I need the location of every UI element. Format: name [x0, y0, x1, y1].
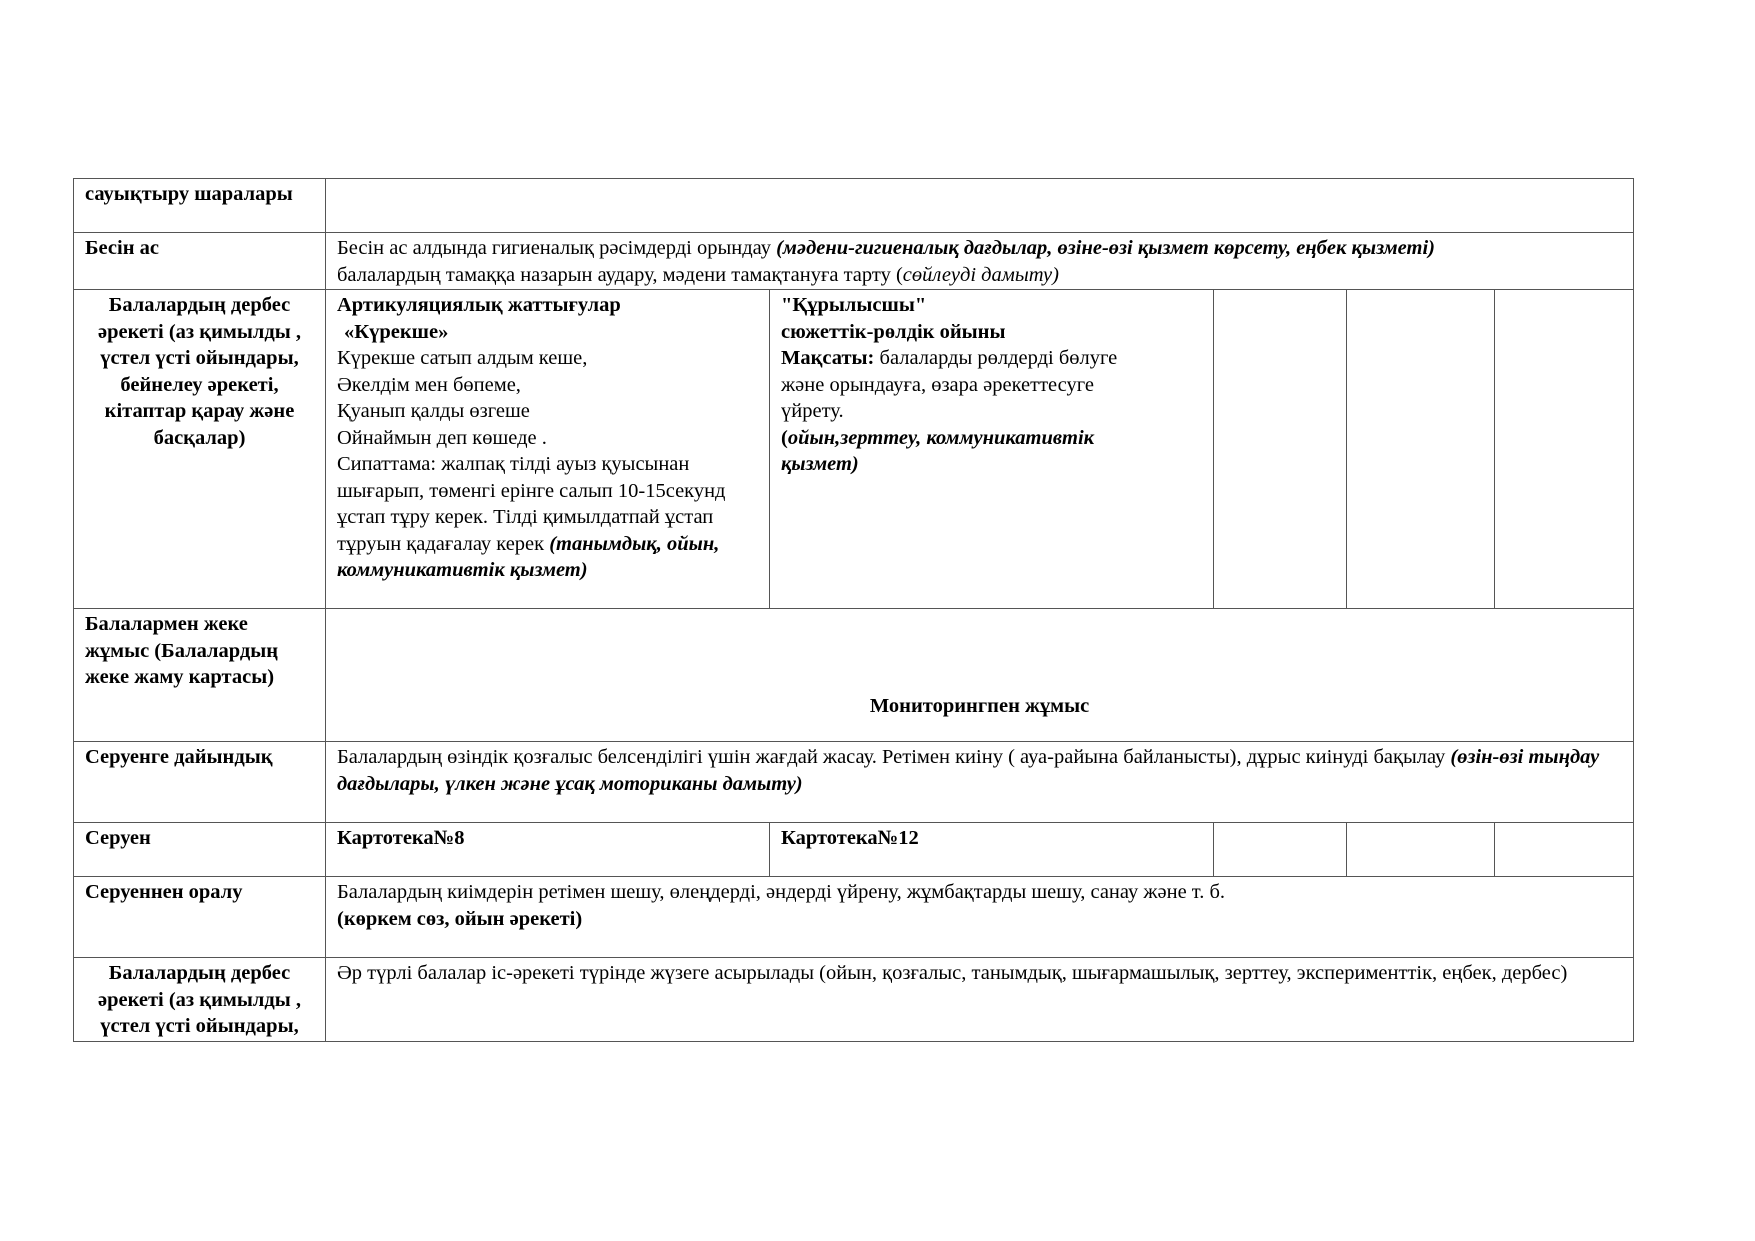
row-label-individual: Балалармен жеке жұмыс (Балалардың жеке жаму картасы): [74, 609, 326, 742]
walk-card-12: Картотека№12: [770, 823, 1214, 877]
row-snack: [74, 233, 1634, 290]
row-label-snack: Бесін ас: [74, 233, 326, 290]
monitoring-text: Мониторингпен жұмыс: [326, 609, 1634, 742]
snack-text-2: балалардың тамаққа назарын аудару, мәдени тамақтануға тарту (: [337, 263, 903, 286]
walk-prep-text: Балалардың өзіндік қозғалыс белсенділігі үшін жағдай жасау. Ретімен киіну ( ауа-райына байланысты), дұрыс киінуді бақылау: [337, 746, 1451, 768]
row-label-walk-prep: Серуенге дайындық: [74, 742, 326, 823]
goal-open-paren: (: [781, 426, 788, 449]
schedule-sheet: [73, 178, 1634, 1042]
exercise-competencies: (танымдық, ойын, коммуникативтік қызмет): [337, 532, 720, 581]
snack-content-cell: [326, 233, 1634, 290]
goal-text: балаларды рөлдерді бөлуге және орындауға, өзара әрекеттесуге үйрету.: [781, 347, 1118, 422]
walk-prep-competencies: (өзін-өзі тыңдау дағдылары, үлкен және ұсақ моториканы дамыту): [337, 746, 1600, 795]
snack-text: Бесін ас алдында гигиеналық рәсімдерді орындау: [337, 237, 777, 259]
snack-competencies-2: сөйлеуді дамыту): [902, 263, 1059, 286]
row-label-independent-2: Балалардың дербес әрекеті (аз қимылды , үстел үсті ойындары,: [74, 958, 326, 1042]
row-independent-2: [74, 958, 1634, 1042]
independent-col2-cell: [770, 290, 1214, 609]
independent-2-text: Әр түрлі балалар іс-әрекеті түрінде жүзеге асырылады (ойын, қозғалыс, танымдық, шығармашылық, зерттеу, эксперименттік, еңбек, дербес): [326, 958, 1634, 1042]
row-label-health: сауықтыру шаралары: [74, 179, 326, 233]
row-walk-prep: [74, 742, 1634, 823]
game-type: сюжеттік-рөлдік ойыны: [781, 320, 1006, 343]
exercise-description: Сипаттама: жалпақ тілді ауыз қуысынан шығарып, төменгі ерінге салып 10-15секунд ұстап тұру керек. Тілді қимылдатпай ұстап тұруын қадағалау керек: [337, 453, 726, 555]
row-label-independent: Балалардың дербес әрекеті (аз қимылды , үстел үсті ойындары, бейнелеу әрекеті, кітаптар қарау және басқалар): [74, 290, 326, 609]
independent-col5-cell: [1495, 290, 1634, 609]
poem-line-2: Әкелдім мен бөпеме,: [337, 373, 521, 396]
independent-col3-cell: [1214, 290, 1347, 609]
game-competencies: ойын,зерттеу, коммуникативтік қызмет): [781, 426, 1095, 475]
row-health: [74, 179, 1634, 233]
snack-competencies: (мәдени-гигиеналық дағдылар, өзіне-өзі қызмет көрсету, еңбек қызметі): [776, 237, 1435, 259]
health-content-cell: [326, 179, 1634, 233]
walk-col3-cell: [1214, 823, 1347, 877]
poem-line-4: Ойнаймын деп көшеде .: [337, 426, 547, 449]
walk-prep-content-cell: [326, 742, 1634, 823]
goal-label: Мақсаты:: [781, 347, 875, 369]
row-walk-return: [74, 877, 1634, 958]
row-individual: [74, 609, 1634, 742]
walk-card-8: Картотека№8: [326, 823, 770, 877]
schedule-table: [73, 178, 1634, 1042]
independent-col4-cell: [1347, 290, 1495, 609]
walk-return-content-cell: [326, 877, 1634, 958]
walk-col4-cell: [1347, 823, 1495, 877]
exercise-title: Артикуляциялық жаттығулар: [337, 294, 621, 316]
poem-line-3: Қуанып қалды өзгеше: [337, 400, 530, 422]
independent-col1-cell: [326, 290, 770, 609]
poem-line-1: Күрекше сатып алдым кеше,: [337, 347, 588, 369]
game-title: "Құрылысшы": [781, 294, 927, 316]
row-label-walk-return: Серуеннен оралу: [74, 877, 326, 958]
walk-return-text: Балалардың киімдерін ретімен шешу, өлеңдерді, әндерді үйрену, жұмбақтарды шешу, санау және т. б.: [337, 881, 1226, 903]
row-walk: [74, 823, 1634, 877]
walk-col5-cell: [1495, 823, 1634, 877]
row-label-walk: Серуен: [74, 823, 326, 877]
exercise-name: «Күрекше»: [344, 320, 449, 343]
row-independent: [74, 290, 1634, 609]
walk-return-competencies: (көркем сөз, ойын әрекеті): [337, 907, 583, 930]
